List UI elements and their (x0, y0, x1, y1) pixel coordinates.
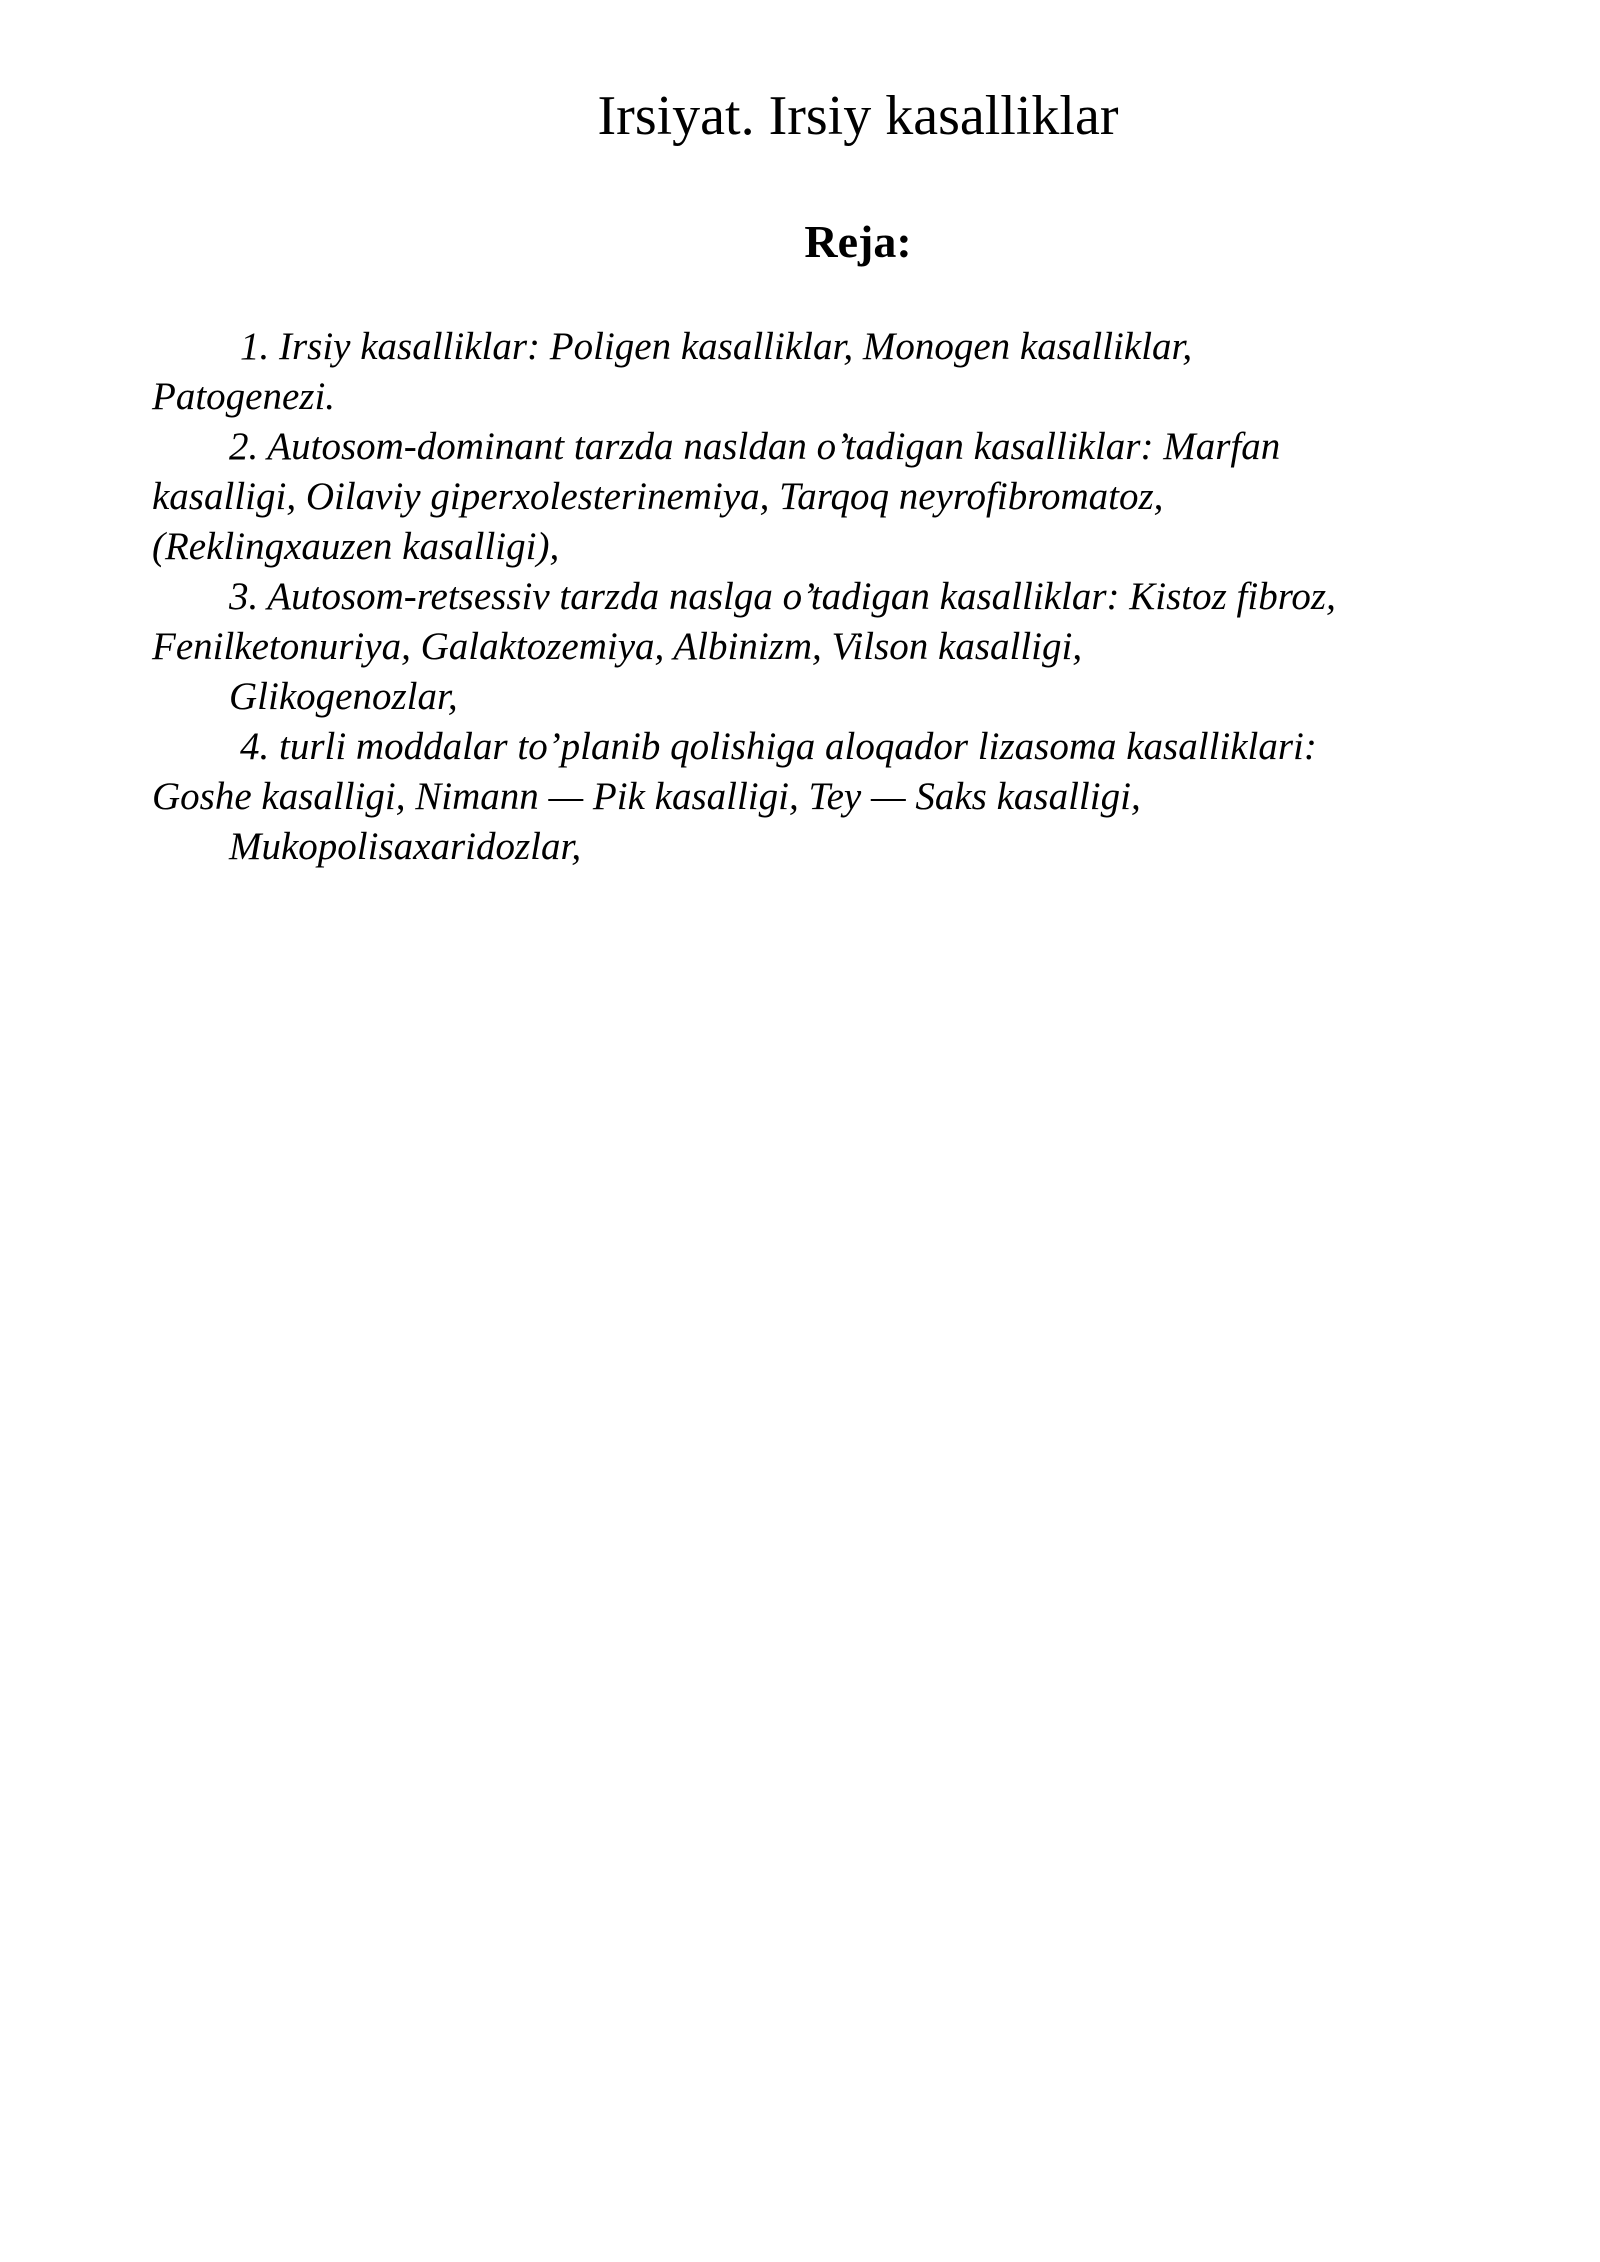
plan-item-line: Goshe kasalligi, Nimann — Pik kasalligi, Tey — Saks kasalligi, (152, 775, 1141, 818)
plan-item-4 (152, 722, 1482, 872)
plan-item-line: Glikogenozlar, (229, 675, 458, 718)
plan-item-line: kasalligi, Oilaviy giperxolesterinemiya, Tarqoq neyrofibromatoz, (152, 475, 1164, 518)
plan-item-line: (Reklingxauzen kasalligi), (152, 525, 560, 568)
document-title: Irsiyat. Irsiy kasalliklar (597, 85, 1119, 147)
plan-item-1 (152, 322, 1482, 422)
plan-item-line: 2. Autosom-dominant tarzda nasldan o’tadigan kasalliklar: Marfan (229, 425, 1281, 468)
plan-item-3 (152, 572, 1482, 722)
plan-item-line: 3. Autosom-retsessiv tarzda naslga o’tadigan kasalliklar: Kistoz fibroz, (229, 575, 1336, 618)
plan-item-2 (152, 422, 1482, 572)
plan-list (152, 322, 1482, 872)
plan-item-line: Patogenezi. (152, 375, 336, 418)
plan-item-line: 4. turli moddalar to’planib qolishiga aloqador lizasoma kasalliklari: (240, 725, 1317, 768)
plan-item-line: Fenilketonuriya, Galaktozemiya, Albinizm, Vilson kasalligi, (152, 625, 1083, 668)
plan-item-line: 1. Irsiy kasalliklar: Poligen kasalliklar, Monogen kasalliklar, (240, 325, 1193, 368)
plan-heading: Reja: (804, 216, 912, 267)
plan-item-line: Mukopolisaxaridozlar, (229, 825, 582, 868)
